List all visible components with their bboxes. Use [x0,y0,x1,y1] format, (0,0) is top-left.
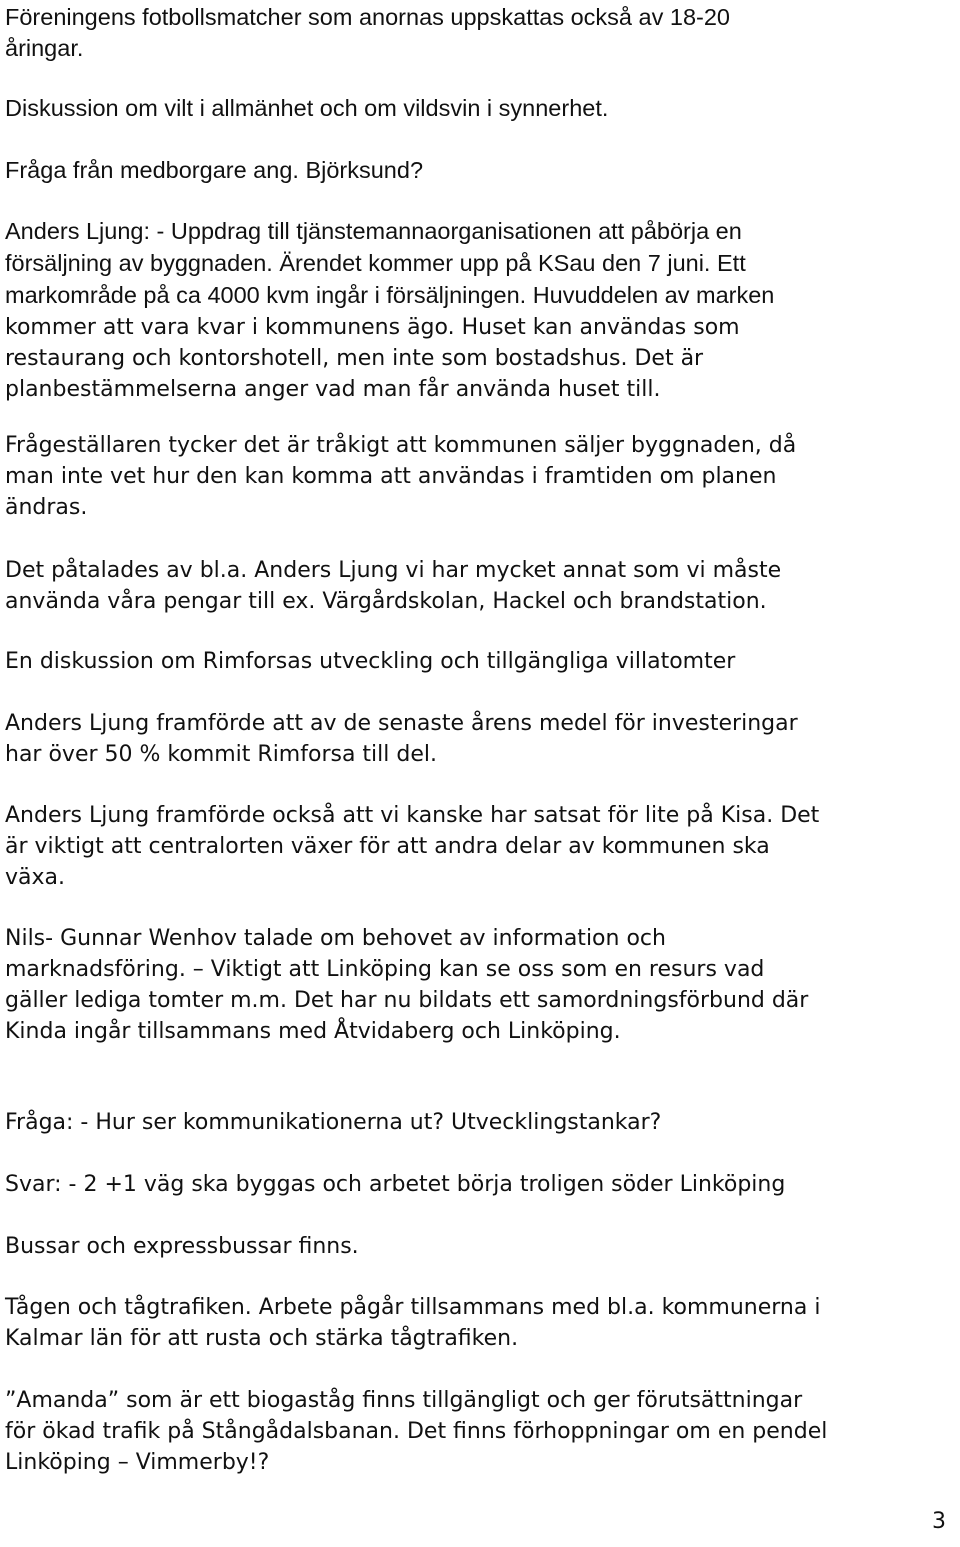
paragraph-4: Anders Ljung: - Uppdrag till tjänstemannaorganisationen att påbörja en försäljning av byggnaden. Ärendet kommer upp på KSau den 7 juni. Ett markområde på ca 4000 kvm ingår i försäljningen. Huvuddelen av marken kommer att vara kvar i kommunens ägo. Huset kan användas som restaurang och kontorshotell, men inte som bostadshus. Det är planbestämmelserna anger vad man får använda huset till. [5,218,775,402]
paragraph-12: Svar: - 2 +1 väg ska byggas och arbetet börja troligen söder Linköping [5,1172,786,1197]
paragraph-3: Fråga från medborgare ang. Björksund? [5,157,424,183]
paragraph-9: Anders Ljung framförde också att vi kanske har satsat för lite på Kisa. Det är viktigt att centralorten växer för att andra delar av kommunen ska växa. [5,803,820,890]
paragraph-5: Frågeställaren tycker det är tråkigt att kommunen säljer byggnaden, då man inte vet hur den kan komma att användas i framtiden om planen ändras. [5,433,797,520]
paragraph-6: Det påtalades av bl.a. Anders Ljung vi har mycket annat som vi måste använda våra pengar till ex. Värgårdskolan, Hackel och brandstation. [5,558,782,614]
paragraph-15: ”Amanda” som är ett biogaståg finns tillgängligt och ger förutsättningar för ökad trafik på Stångådalsbanan. Det finns förhoppningar om en pendel Linköping – Vimmerby!? [5,1388,828,1475]
paragraph-7: En diskussion om Rimforsas utveckling och tillgängliga villatomter [5,649,736,674]
paragraph-13: Bussar och expressbussar finns. [5,1234,359,1259]
paragraph-10: Nils- Gunnar Wenhov talade om behovet av information och marknadsföring. – Viktigt att Linköping kan se oss som en resurs vad gäller lediga tomter m.m. Det har nu bildats ett samordningsförbund där Kinda ingår tillsammans med Åtvidaberg och Linköping. [5,926,809,1044]
paragraph-11: Fråga: - Hur ser kommunikationerna ut? Utvecklingstankar? [5,1110,662,1135]
paragraph-14: Tågen och tågtrafiken. Arbete pågår tillsammans med bl.a. kommunerna i Kalmar län för att rusta och stärka tågtrafiken. [5,1295,821,1351]
paragraph-2: Diskussion om vilt i allmänhet och om vildsvin i synnerhet. [5,95,609,121]
paragraph-1: Föreningens fotbollsmatcher som anornas uppskattas också av 18-20 åringar. [5,4,730,61]
paragraph-8: Anders Ljung framförde att av de senaste årens medel för investeringar har över 50 % kommit Rimforsa till del. [5,711,798,767]
page-number: 3 [932,1509,946,1534]
